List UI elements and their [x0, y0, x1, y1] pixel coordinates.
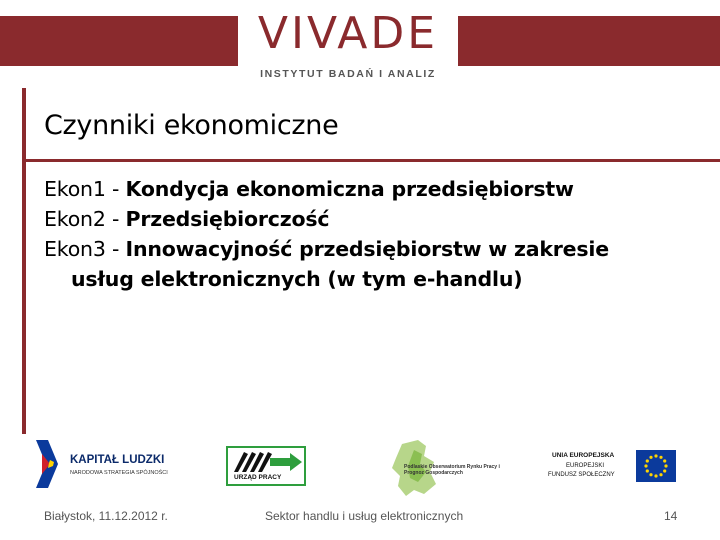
item-text: Kondycja ekonomiczna przedsiębiorstw: [125, 177, 574, 201]
vertical-rule: [22, 88, 26, 434]
item-text: Przedsiębiorczość: [125, 207, 330, 231]
urzad-pracy-logo: [226, 446, 306, 486]
item-code: Ekon1 -: [44, 177, 126, 201]
eu-logo: [544, 446, 678, 486]
page-number: 14: [664, 509, 678, 523]
list-item: [44, 234, 694, 264]
slide-title: Czynniki ekonomiczne: [44, 110, 339, 141]
urzad-pracy-label: URZĄD PRACY: [234, 474, 282, 481]
eu-flag-icon: [636, 450, 676, 482]
brand-name: VIVADE: [257, 8, 439, 59]
brand-subtitle: INSTYTUT BADAŃ I ANALIZ: [260, 68, 436, 80]
eu-label-3: FUNDUSZ SPOŁECZNY: [548, 472, 615, 478]
kapital-ludzki-emblem-icon: [36, 440, 64, 488]
eu-label-2: EUROPEJSKI: [566, 463, 605, 469]
item-code: Ekon3 -: [44, 237, 126, 261]
item-code: Ekon2 -: [44, 207, 126, 231]
brand-logo: [238, 0, 458, 88]
observatory-text: Podlaskie Obserwatorium Rynku Pracy i Prognoz Gospodarczych: [404, 464, 500, 476]
footer-center-text: Sektor handlu i usług elektronicznych: [265, 509, 464, 523]
eu-label-1: UNIA EUROPEJSKA: [552, 452, 615, 459]
kapital-ludzki-subtitle: NARODOWA STRATEGIA SPÓJNOŚCI: [70, 470, 168, 476]
kapital-ludzki-title: KAPITAŁ LUDZKI: [70, 454, 165, 466]
title-underline: [22, 159, 720, 162]
observatory-logo: [384, 438, 500, 498]
item-text: Innowacyjność przedsiębiorstw w zakresie: [125, 237, 609, 261]
item-text-continuation: usług elektronicznych (w tym e-handlu): [71, 267, 523, 291]
urzad-pracy-emblem-icon: [228, 448, 304, 474]
slide-content: [44, 174, 694, 294]
list-item: [44, 174, 694, 204]
kapital-ludzki-logo: [36, 440, 176, 490]
list-item: [44, 204, 694, 234]
list-item-continuation: [44, 264, 694, 294]
footer-place-date: Białystok, 11.12.2012 r.: [44, 509, 168, 523]
